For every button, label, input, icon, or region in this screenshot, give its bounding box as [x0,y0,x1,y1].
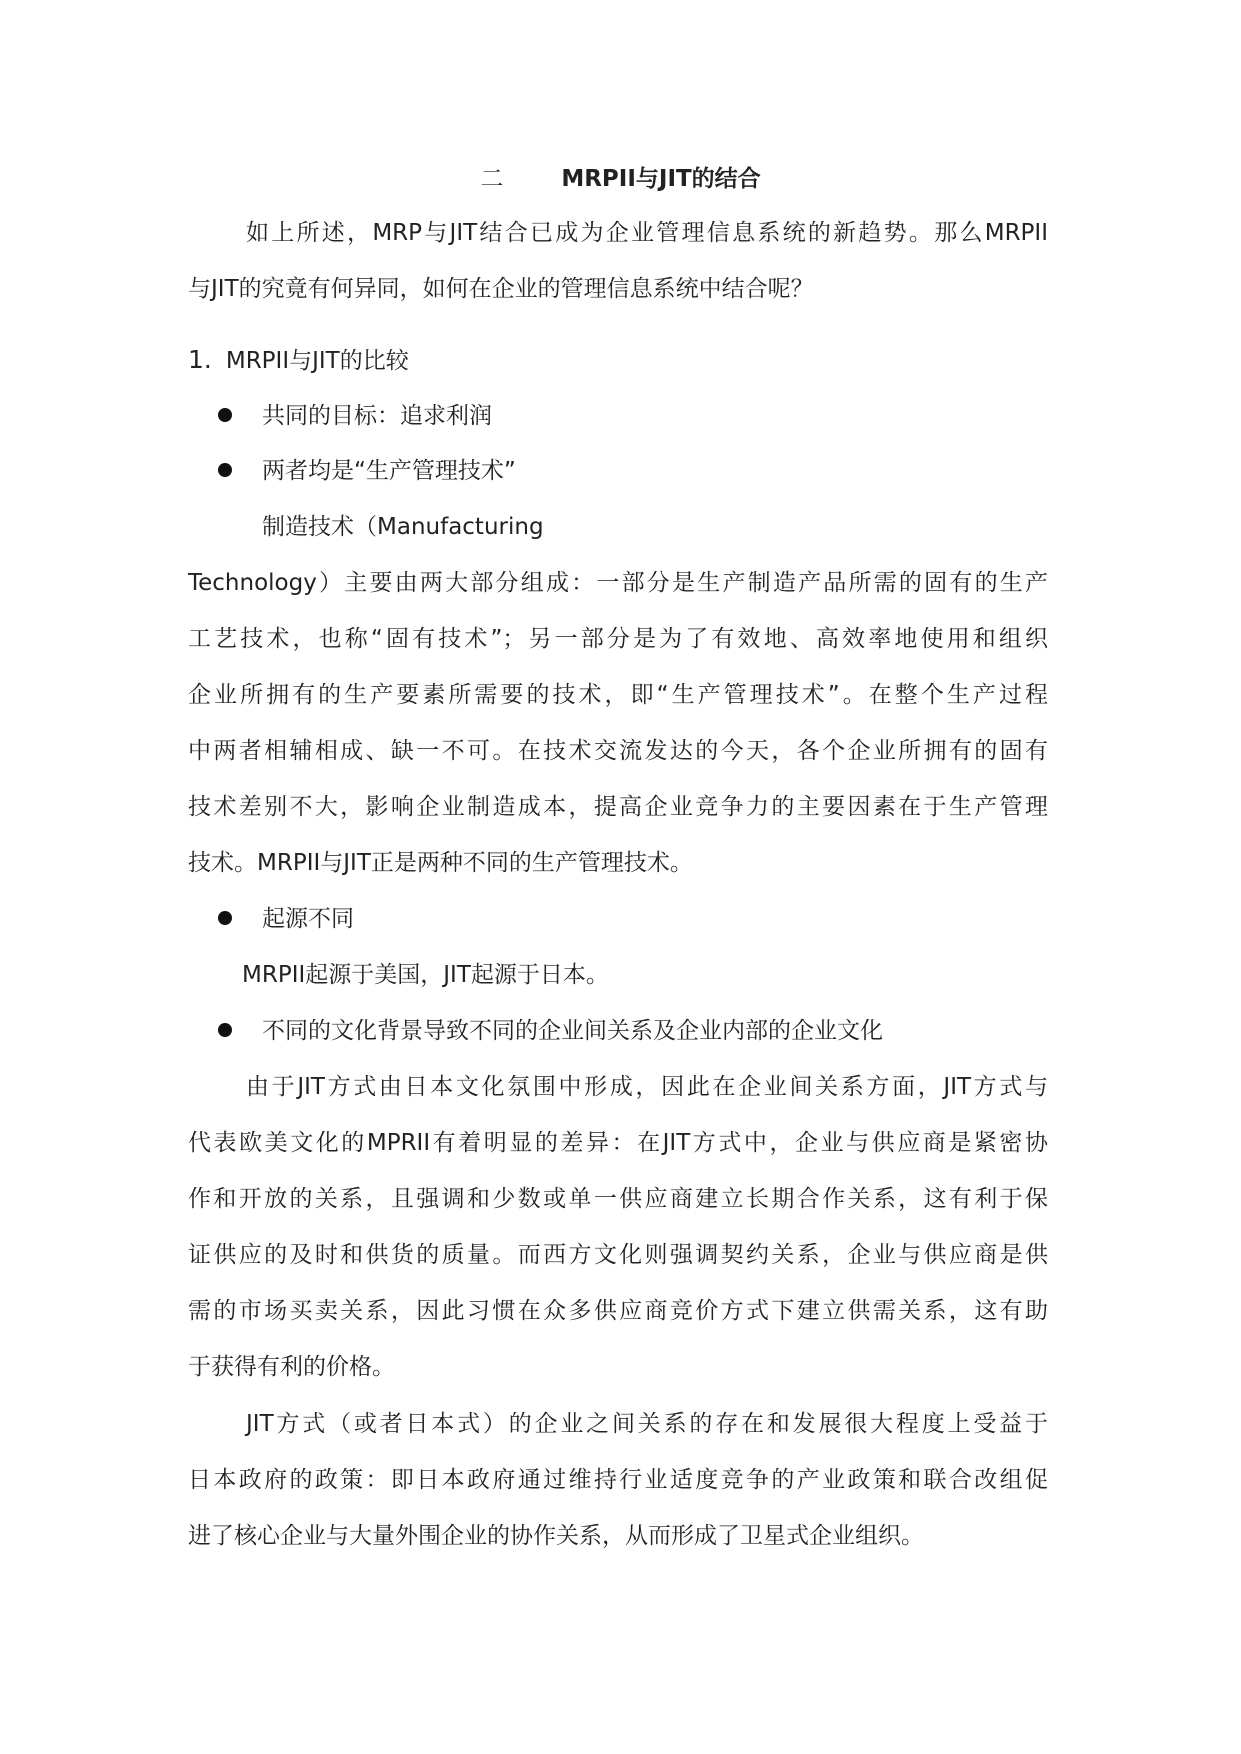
policy-line-3: 进了核心企业与大量外围企业的协作关系，从而形成了卫星式企业组织。 [188,1523,924,1549]
bullet-text: 两者均是“生产管理技术” [262,458,516,484]
intro-line-2: 与JIT的究竟有何异同，如何在企业的管理信息系统中结合呢？ [188,276,814,302]
section-number: 二 [480,166,504,192]
bullet-dot-icon [218,1023,232,1037]
subsection-title: MRPII与JIT的比较 [225,348,409,374]
tech-line-4: 中两者相辅相成、缺一不可。在技术交流发达的今天，各个企业所拥有的固有 [188,738,1048,764]
section-title-text: MRPII与JIT的结合 [561,166,761,192]
culture-line-3: 作和开放的关系，且强调和少数或单一供应商建立长期合作关系，这有利于保 [188,1186,1048,1212]
bullet-dot-icon [218,463,232,477]
policy-line-1: JIT方式（或者日本式）的企业之间关系的存在和发展很大程度上受益于 [246,1411,1048,1437]
subsection-number: 1. [188,345,212,374]
bullet-text: 共同的目标：追求利润 [262,403,492,429]
bullet-dot-icon [218,911,232,925]
tech-line-6: 技术。MRPII与JIT正是两种不同的生产管理技术。 [188,850,693,876]
intro-line-1: 如上所述，MRP与JIT结合已成为企业管理信息系统的新趋势。那么MRPII [246,220,1048,246]
bullet-item [218,1016,883,1046]
bullet-dot-icon [218,408,232,422]
bullet-item [218,904,354,934]
bullet-text: 起源不同 [262,906,354,932]
culture-line-4: 证供应的及时和供货的质量。而西方文化则强调契约关系，企业与供应商是供 [188,1242,1048,1268]
culture-line-5: 需的市场买卖关系，因此习惯在众多供应商竞价方式下建立供需关系，这有助 [188,1298,1048,1324]
tech-line-3: 企业所拥有的生产要素所需要的技术，即“生产管理技术”。在整个生产过程 [188,682,1048,708]
tech-line-0: 制造技术（Manufacturing [262,514,544,540]
bullet-item [218,401,492,431]
origin-line: MRPII起源于美国，JIT起源于日本。 [242,962,609,988]
policy-line-2: 日本政府的政策：即日本政府通过维持行业适度竞争的产业政策和联合改组促 [188,1467,1048,1493]
tech-line-2: 工艺技术，也称“固有技术”；另一部分是为了有效地、高效率地使用和组织 [188,626,1048,652]
culture-line-6: 于获得有利的价格。 [188,1354,395,1380]
culture-line-2: 代表欧美文化的MPRII有着明显的差异：在JIT方式中，企业与供应商是紧密协 [188,1130,1048,1156]
section-title [0,164,1241,194]
subsection-heading [188,345,409,376]
bullet-text: 不同的文化背景导致不同的企业间关系及企业内部的企业文化 [262,1018,883,1044]
tech-line-1: Technology）主要由两大部分组成：一部分是生产制造产品所需的固有的生产 [188,570,1048,596]
culture-line-1: 由于JIT方式由日本文化氛围中形成，因此在企业间关系方面，JIT方式与 [246,1074,1048,1100]
tech-line-5: 技术差别不大，影响企业制造成本，提高企业竞争力的主要因素在于生产管理 [188,794,1048,820]
bullet-item [218,456,516,486]
